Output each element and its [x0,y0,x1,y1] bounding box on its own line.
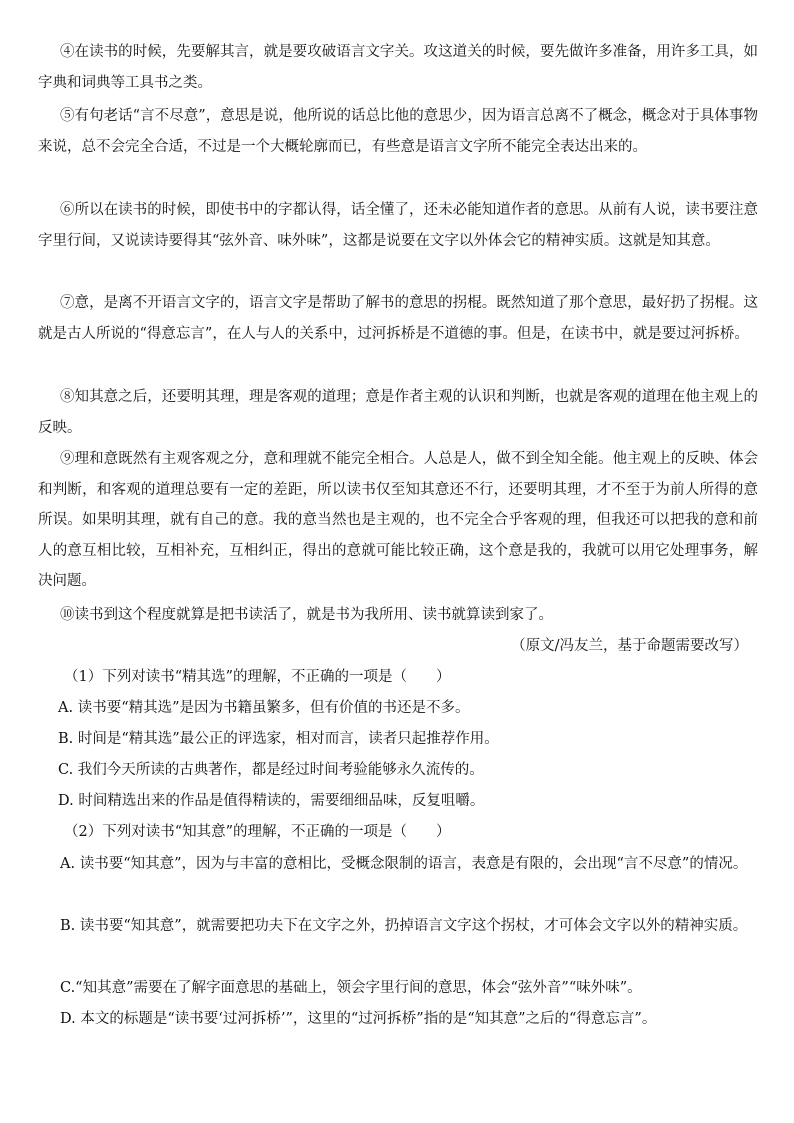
source-attribution: （原文/冯友兰，基于命题需要改写） [511,638,748,654]
question-2-option-d: D. 本文的标题是“读书要‘过河拆桥’”，这里的“过河拆桥”指的是“知其意”之后的“得意忘言”。 [60,1011,657,1027]
paragraph-10: ⑩读书到这个程度就算是把书读活了，就是书为我所用、读书就算读到家了。 [60,607,553,623]
question-2-option-b: B. 读书要“知其意”，就需要把功夫下在文字之外，扔掉语言文字这个拐杖，才可体会文字以外的精神实质。 [60,918,748,934]
paragraph-6: ⑥所以在读书的时候，即使书中的字都认得，话全懂了，还未必能知道作者的意思。从前有人说，读书要注意字里行间，又说读诗要得其“弦外音、味外味”，这都是说要在文字以外体会它的精神实质。这就是知其意。 [38,202,758,249]
paragraph-7: ⑦意，是离不开语言文字的，语言文字是帮助了解书的意思的拐棍。既然知道了那个意思，最好扔了拐棍。这就是古人所说的“得意忘言”，在人与人的关系中，过河拆桥是不道德的事。但是，在读书中，就是要过河拆桥。 [38,295,758,342]
paragraph-5: ⑤有句老话“言不尽意”，意思是说，他所说的话总比他的意思少，因为语言总离不了概念，概念对于具体事物来说，总不会完全合适，不过是一个大概轮廓而已，有些意是语言文字所不能完全表达出来的。 [38,108,758,155]
paragraph-8: ⑧知其意之后，还要明其理，理是客观的道理；意是作者主观的认识和判断，也就是客观的道理在他主观上的反映。 [38,389,758,436]
question-1-option-b: B. 时间是“精其选”最公正的评选家，相对而言，读者只起推荐作用。 [58,731,499,747]
question-1-stem: （1）下列对读书“精其选”的理解，不正确的一项是（ ） [64,669,451,685]
paragraph-9: ⑨理和意既然有主观客观之分，意和理就不能完全相合。人总是人，做不到全知全能。他主观上的反映、体会和判断，和客观的道理总要有一定的差距，所以读书仅至知其意还不行，还要明其理，才不至于为前人所得的意所误。如果明其理，就有自己的意。我的意当然也是主观的，也不完全合乎客观的理，但我还可以把我的意和前人的意互相比较，互相补充，互相纠正，得出的意就可能比较正确，这个意是我的，我就可以用它处理事务，解决问题。 [38,451,758,589]
question-1-option-d: D. 时间精选出来的作品是值得精读的，需要细细品味，反复咀嚼。 [58,793,485,809]
question-2-stem: （2）下列对读书“知其意”的理解，不正确的一项是（ ） [64,824,451,840]
paragraph-4: ④在读书的时候，先要解其言，就是要攻破语言文字关。攻这道关的时候，要先做许多准备，用许多工具，如字典和词典等工具书之类。 [38,44,758,91]
question-1-option-c: C. 我们今天所读的古典著作，都是经过时间考验能够永久流传的。 [58,762,484,778]
question-2-option-c: C.“知其意”需要在了解字面意思的基础上，领会字里行间的意思，体会“弦外音”“味外味”。 [60,980,642,996]
question-2-option-a: A. 读书要“知其意”，因为与丰富的意相比，受概念限制的语言，表意是有限的，会出现“言不尽意”的情况。 [60,856,748,872]
question-1-option-a: A. 读书要“精其选”是因为书籍虽繁多，但有价值的书还是不多。 [58,700,470,716]
